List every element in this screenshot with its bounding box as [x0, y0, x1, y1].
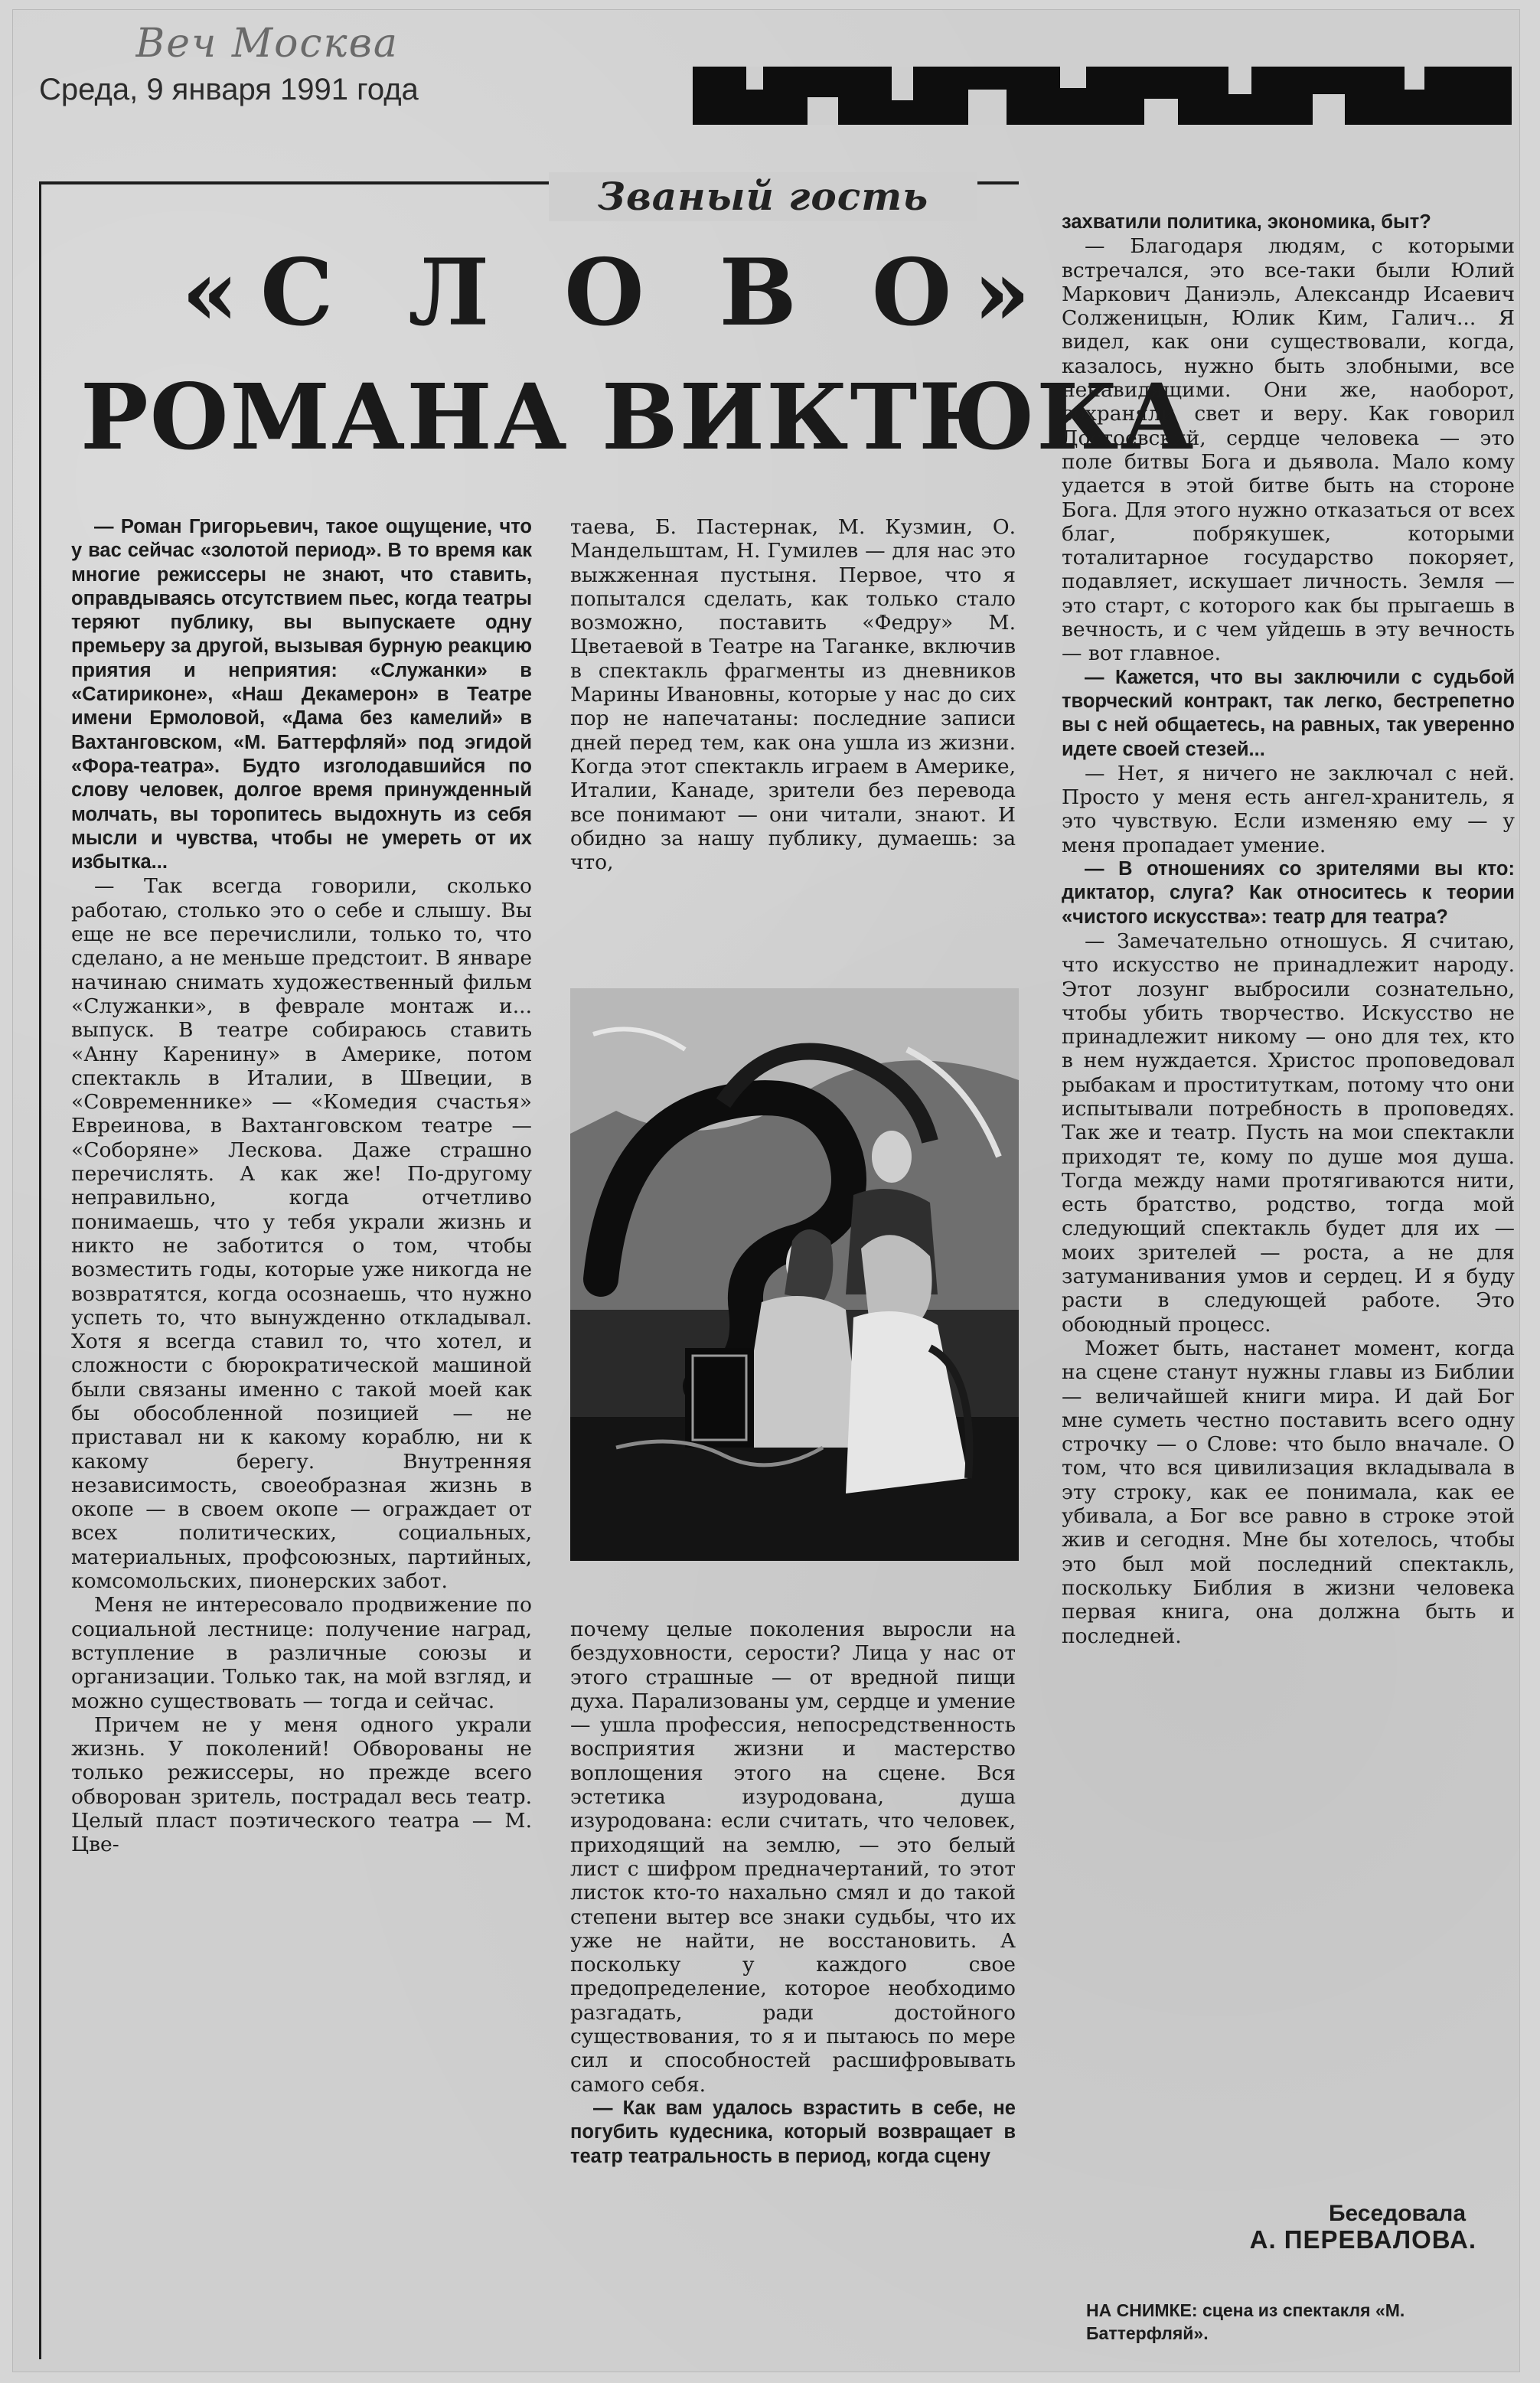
column-2-bottom: [570, 1618, 1016, 2341]
stage-photo: [570, 988, 1019, 1561]
photo-caption: НА СНИМКЕ: сцена из спектакля «М. Баттерфляй».: [1086, 2300, 1405, 2343]
issue-date: Среда, 9 января 1991 года: [39, 73, 419, 106]
column-2-top: [570, 515, 1016, 971]
question-paragraph: захватили политика, экономика, быт?: [1062, 211, 1431, 233]
headline-line-1: «С Л О В О»: [181, 239, 1052, 347]
headline-line-2: РОМАНА ВИКТЮКА: [80, 364, 1196, 470]
answer-paragraph: Может быть, настанет момент, когда на сцене станут нужны главы из Библии — величайшей книги мира. И дай Бог мне суметь честно поставить всего одну строчку — о Слове: что было вначале. О том, что вся цивилизация вкладывала в эту строку, как ее понимала, как ее убивала, а Бог все равно в строке этой жив и сегодня. Мне бы хотелось, чтобы это был мой последний спектакль, поскольку Библия в жизни человека первая книга, она должна быть и последней.: [1062, 1336, 1515, 1648]
masthead-banner: [693, 67, 1512, 125]
answer-paragraph: — Нет, я ничего не заключал с ней. Просто у меня есть ангел-хранитель, я это чувствую. Если изменяю ему — у меня пропадает умение.: [1062, 761, 1515, 857]
answer-paragraph: — Так всегда говорили, сколько работаю, столько это о себе и слышу. Вы еще не все перечислили, только то, что сделано, а не меньше предстоит. В январе начинаю снимать художественный фильм «Служанки», в феврале монтаж и... выпуск. В театре собираюсь ставить «Анну Каренину» в Америке, потом спектакль в Италии, в Швеции, в «Современнике» — «Комедия счастья» Евреинова, в Вахтанговском театре — «Соборяне» Лескова. Даже страшно перечислять. А как же! По-другому неправильно, когда отчетливо понимаешь, что у тебя украли жизнь и никто не заботится о том, чтобы возместить годы, которые уже никогда не возвратятся, когда осознаешь, что нужно успеть то, что вынужденно откладывал. Хотя я всегда ставил то, что хотел, и сложности с бюрократической машиной были связаны именно с такой моей как бы обособленной позицией — не приставал ни к какому кораблю, ни к какому берегу. Внутренняя независимость, своеобразная жизнь в окопе — в своем окопе — ограждает от всех политических, социальных, материальных, профсоюзных, партийных, комсомольских, пионерских забот.: [71, 874, 532, 1594]
answer-paragraph: почему целые поколения выросли на бездуховности, серости? Лица у нас от этого страшные — от вредной пищи духа. Парализованы ум, сердце и умение — ушла профессия, непосредственность восприятия жизни и мастерство воплощения этого на сцене. Вся эстетика изуродована, душа изуродована: если считать, что человек, приходящий на землю, — это белый лист с шифром предначертаний, то этот листок кто-то нахально смял и до такой степени вытер все знаки судьбы, что их уже не найти, не восстановить. А поскольку у каждого свое предопределение, которое необходимо разгадать, ради достойного существования, то я и пытаюсь по мере сил и способностей расшифровывать самого себя.: [570, 1618, 1016, 2097]
column-3: [1062, 211, 1515, 2201]
newspaper-clipping: [12, 9, 1520, 2372]
question-paragraph: — Как вам удалось взрастить в себе, не погубить кудесника, который возвращает в театр театральность в период, когда сцену: [570, 2097, 1016, 2167]
article-frame-left: [39, 181, 41, 2359]
byline-author: А. ПЕРЕВАЛОВА.: [1249, 2225, 1476, 2254]
stage-photo-illustration: [570, 988, 1019, 1561]
byline-label: Беседовала: [1328, 2201, 1466, 2226]
question-paragraph: — Роман Григорьевич, такое ощущение, что у вас сейчас «золотой период». В то время как многие режиссеры не знают, что ставить, оправдываясь отсутствием пьес, когда театры теряют публику, вы выпускаете одну премьеру за другой, вызывая бурную реакцию приятия и неприятия: «Служанки» в «Сатириконе», «Наш Декамерон» в Театре имени Ермоловой, «Дама без камелий» в Вахтанговском, «М. Баттерфляй» под эгидой «Фора-театра». Будто изголодавшийся по слову человек, долгое время принужденный молчать, вы торопитесь выдохнуть из себя мысли и чувства, чтобы не умереть от их избытка...: [71, 516, 532, 873]
byline: [1062, 2201, 1515, 2274]
column-1: [71, 515, 532, 2352]
question-paragraph: — В отношениях со зрителями вы кто: диктатор, слуга? Как относитесь к теории «чистого искусства»: театр для театра?: [1062, 858, 1515, 928]
handwritten-note: Веч Москва: [135, 21, 399, 67]
rubric-label: Званый гость: [549, 172, 977, 221]
answer-paragraph: — Замечательно отношусь. Я считаю, что искусство не принадлежит народу. Этот лозунг выбросили сознательно, чтобы убить творчество. Искусство не принадлежит никому — оно для тех, кто в нем нуждается. Христос проповедовал рыбакам и проституткам, потому что они испытывали потребность в проповедях. Так же и театр. Пусть на мои спектакли приходят те, кому по душе моя душа. Тогда между нами протягиваются нити, есть братство, родство, тогда мой следующий спектакль будет для их — моих зрителей — роста, а не для затуманивания умов и сердец. И я буду расти в следующей работе. Это обоюдный процесс.: [1062, 929, 1515, 1337]
answer-paragraph: — Благодаря людям, с которыми встречался, это все-таки были Юлий Маркович Даниэль, Александр Исаевич Солженицын, Юлик Ким, Галич... Я видел, как они существовали, когда, казалось, нужно быть злобными, все ненавидящими. Они же, наоборот, сохраняли свет и веру. Как говорил Достоевский, сердце человека — это поле битвы Бога и дьявола. Мало кому удается в этой битве быть на стороне Бога. Для этого нужно отказаться от всех благ, побрякушек, которыми тоталитарное государство покоряет, подавляет, искушает личность. Земля — это старт, с которого как бы прыгаешь в вечность, и с чем уйдешь в эту вечность — вот главное.: [1062, 234, 1515, 666]
answer-paragraph: Причем не у меня одного украли жизнь. У поколений! Обворованы не только режиссеры, но прежде всего обворован зритель, пострадал весь театр. Целый пласт поэтического театра — М. Цве-: [71, 1712, 532, 1857]
answer-paragraph: Меня не интересовало продвижение по социальной лестнице: получение наград, вступление в различные союзы и организации. Только так, на мой взгляд, и можно существовать — тогда и сейчас.: [71, 1593, 532, 1713]
answer-paragraph: таева, Б. Пастернак, М. Кузмин, О. Мандельштам, Н. Гумилев — для нас это выжженная пустыня. Первое, что я попытался сделать, как только стало возможно, поставить «Федру» М. Цветаевой в Театре на Таганке, включив в спектакль фрагменты из дневников Марины Ивановны, которые у нас до сих пор не напечатаны: последние записи дней перед тем, как она ушла из жизни. Когда этот спектакль играем в Америке, Италии, Канаде, зрители без перевода все понимают — они читали, знают. И обидно за нашу публику, думаешь: за что,: [570, 515, 1016, 875]
question-paragraph: — Кажется, что вы заключили с судьбой творческий контракт, так легко, бестрепетно вы с ней общаетесь, на равных, так уверенно идете своей стезей...: [1062, 666, 1515, 760]
